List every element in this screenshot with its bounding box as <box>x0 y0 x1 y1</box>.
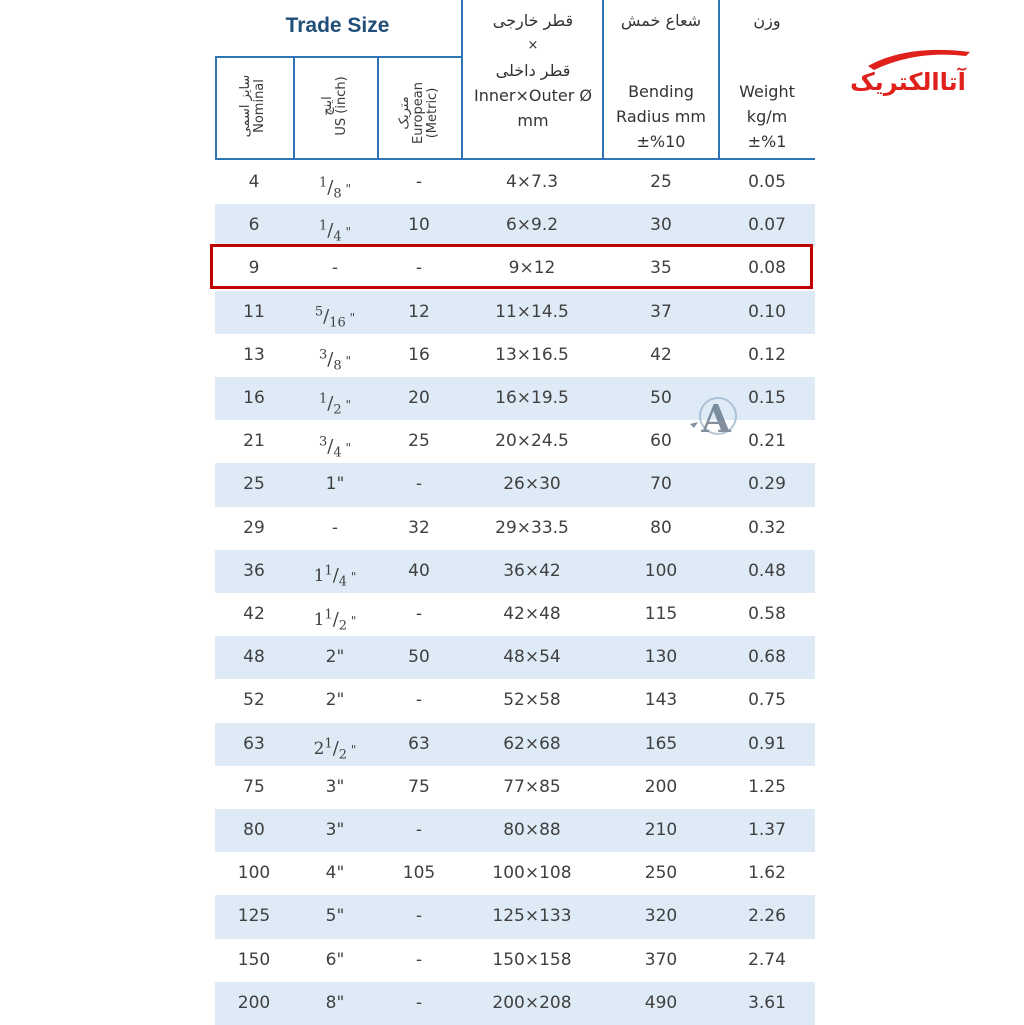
cell-metric: 12 <box>408 301 430 322</box>
cell-weight: 0.91 <box>748 733 786 754</box>
inch-fraction: $^1/_4$ " <box>319 218 351 245</box>
cell-weight: 2.74 <box>748 949 786 970</box>
weight-header-tolerance: ±%1 <box>747 132 787 151</box>
cell-metric: - <box>415 690 423 711</box>
cell-metric: - <box>415 604 423 624</box>
cell-nominal: 21 <box>243 431 265 452</box>
cell-weight: 2.26 <box>748 906 786 927</box>
weight-header-unit: kg/m <box>746 107 788 126</box>
cell-nominal: 6 <box>248 215 260 236</box>
cell-dims: 36×42 <box>503 560 561 581</box>
inch-denominator: 2 <box>338 618 348 634</box>
cell-bend: 100 <box>644 560 678 581</box>
cell-bend: 115 <box>644 604 678 624</box>
inch-fraction: $1^1/_2$ " <box>313 607 357 634</box>
nominal-header-fa: سایز اسمی <box>238 74 253 138</box>
european-header-fa: متریک <box>397 96 412 130</box>
cell-bend: 60 <box>650 431 672 452</box>
bending-header-tolerance: ±%10 <box>636 132 686 151</box>
inch-denominator: 16 <box>329 315 346 331</box>
inch-fraction: $1^1/_4$ " <box>313 563 357 590</box>
inch-numerator: 3 <box>319 434 328 450</box>
cell-nominal: 125 <box>237 906 271 927</box>
cell-weight: 0.29 <box>748 474 786 495</box>
cell-dims: 77×85 <box>503 776 561 797</box>
cell-bend: 490 <box>644 992 678 1013</box>
cell-us <box>293 550 377 593</box>
cell-dims: 16×19.5 <box>495 388 569 408</box>
col-divider-3 <box>377 56 379 160</box>
cell-nominal: 9 <box>248 258 260 279</box>
cell-dims: 20×24.5 <box>495 431 569 452</box>
bending-header-unit: Radius mm <box>616 107 706 126</box>
cell-dims: 150×158 <box>492 949 572 970</box>
cell-bend: 250 <box>644 863 678 884</box>
inch-numerator: 1 <box>319 175 328 190</box>
cell-us: 5" <box>325 906 345 927</box>
cell-bend: 50 <box>650 388 672 408</box>
cell-metric: 32 <box>408 517 430 538</box>
cell-metric: 63 <box>408 733 430 754</box>
weight-header-fa: وزن <box>753 11 781 30</box>
cell-bend: 80 <box>650 517 672 538</box>
inch-numerator: 1 <box>319 218 328 234</box>
diameter-header-unit: mm <box>517 111 549 130</box>
cell-weight: 0.58 <box>748 604 786 624</box>
inch-numerator: 1 <box>324 563 333 579</box>
cell-us <box>293 377 377 420</box>
cell-us: 2" <box>325 647 345 668</box>
cell-metric: 75 <box>408 776 430 797</box>
cell-dims: 4×7.3 <box>505 172 559 192</box>
inch-numerator: 5 <box>314 304 324 320</box>
cell-us <box>293 291 377 334</box>
cell-us <box>293 593 377 636</box>
cell-dims: 42×48 <box>503 604 561 624</box>
diameter-header <box>463 8 603 133</box>
cell-metric: 20 <box>408 388 430 408</box>
inch-denominator: 2 <box>338 747 348 763</box>
inch-whole: 1 <box>313 609 325 630</box>
logo-swoosh <box>868 50 970 70</box>
cell-metric: - <box>415 906 423 927</box>
cell-weight: 1.62 <box>748 863 786 884</box>
cell-us <box>293 723 377 766</box>
diameter-header-en: Inner×Outer Ø <box>474 86 592 105</box>
cell-dims: 6×9.2 <box>505 215 559 236</box>
cell-weight: 0.21 <box>748 431 786 452</box>
cell-metric: - <box>415 992 423 1013</box>
diameter-header-fa-outer: قطر خارجی <box>492 11 574 30</box>
cell-us: - <box>331 517 339 538</box>
cell-dims: 125×133 <box>492 906 572 927</box>
inch-numerator: 1 <box>324 607 333 622</box>
nominal-header-en: Nominal <box>252 79 267 133</box>
col-divider-4 <box>461 0 463 160</box>
bending-header-en: Bending <box>628 82 694 101</box>
cell-dims: 48×54 <box>503 647 561 668</box>
cell-nominal: 52 <box>243 690 265 711</box>
inch-fraction: $2^1/_2$ " <box>313 736 357 763</box>
diameter-header-times: × <box>527 38 539 53</box>
cell-bend: 210 <box>644 820 678 840</box>
weight-header <box>719 8 815 154</box>
inch-denominator: 4 <box>333 229 342 245</box>
row-highlight-box <box>210 244 813 289</box>
cell-nominal: 200 <box>237 992 271 1013</box>
cell-dims: 100×108 <box>492 863 572 884</box>
cell-weight: 1.25 <box>748 776 786 797</box>
cell-us: 3" <box>325 776 345 797</box>
cell-weight: 0.05 <box>748 172 786 192</box>
cell-weight: 0.15 <box>748 388 786 408</box>
cell-dims: 9×12 <box>508 258 556 279</box>
cell-bend: 165 <box>644 733 678 754</box>
inch-denominator: 4 <box>338 574 348 590</box>
cell-weight: 0.10 <box>748 301 786 322</box>
european-header-en: European <box>411 82 426 144</box>
trade-size-underline <box>215 56 462 58</box>
cell-us: 1" <box>325 474 345 495</box>
inch-denominator: 8 <box>333 358 342 374</box>
cell-metric: 16 <box>408 344 430 365</box>
cell-weight: 0.12 <box>748 344 786 365</box>
cell-nominal: 4 <box>248 172 260 192</box>
cell-bend: 25 <box>650 172 672 192</box>
cell-nominal: 150 <box>237 949 271 970</box>
cell-nominal: 13 <box>243 344 265 365</box>
cell-dims: 11×14.5 <box>495 301 569 322</box>
cell-dims: 13×16.5 <box>495 344 569 365</box>
cell-weight: 1.37 <box>748 820 786 840</box>
cell-nominal: 80 <box>243 820 265 840</box>
cell-bend: 37 <box>650 301 672 322</box>
cell-metric: 25 <box>408 431 430 452</box>
cell-nominal: 11 <box>243 301 265 322</box>
cell-metric: 10 <box>408 215 430 236</box>
cell-us <box>293 204 377 247</box>
inch-fraction: $^1/_2$ " <box>319 391 351 418</box>
cell-weight: 0.75 <box>748 690 786 711</box>
cell-us: - <box>331 258 339 279</box>
cell-nominal: 25 <box>243 474 265 495</box>
cell-us: 2" <box>325 690 345 711</box>
cell-us <box>293 334 377 377</box>
inch-whole: 2 <box>313 739 325 760</box>
cell-bend: 370 <box>644 949 678 970</box>
inch-denominator: 4 <box>333 445 342 461</box>
col-divider-1 <box>215 56 217 160</box>
cell-us: 6" <box>325 949 345 970</box>
nominal-header <box>239 59 269 153</box>
atta-electric-logo <box>838 44 978 100</box>
cell-nominal: 16 <box>243 388 265 408</box>
cell-weight: 3.61 <box>748 992 786 1013</box>
cell-us: 8" <box>325 992 345 1013</box>
cell-weight: 0.07 <box>748 215 786 236</box>
inch-fraction: $^5/_{16}$ " <box>314 304 356 331</box>
cell-weight: 0.68 <box>748 647 786 668</box>
col-divider-5 <box>602 0 604 160</box>
col-divider-2 <box>293 56 295 160</box>
trade-size-heading: Trade Size <box>285 14 390 37</box>
european-header <box>398 66 442 160</box>
cell-bend: 130 <box>644 647 678 668</box>
cell-nominal: 48 <box>243 647 265 668</box>
inch-fraction: $^1/_8$ " <box>319 175 351 202</box>
inch-numerator: 3 <box>319 347 328 363</box>
inch-fraction: $^3/_4$ " <box>319 434 351 461</box>
cell-metric: 105 <box>402 863 436 884</box>
cell-bend: 320 <box>644 906 678 927</box>
cell-bend: 35 <box>650 258 672 279</box>
cell-dims: 29×33.5 <box>495 517 569 538</box>
cell-nominal: 36 <box>243 560 265 581</box>
cell-metric: - <box>415 258 423 279</box>
inch-numerator: 1 <box>324 736 333 752</box>
cell-dims: 200×208 <box>492 992 572 1013</box>
weight-header-en: Weight <box>739 82 795 101</box>
diameter-header-fa-inner: قطر داخلی <box>495 61 571 80</box>
inch-numerator: 1 <box>319 391 328 406</box>
us-header-en: US (inch) <box>334 76 349 136</box>
logo-text: آتاالکتریک <box>850 68 966 96</box>
cell-bend: 42 <box>650 344 672 365</box>
watermark-letter: A <box>701 396 731 441</box>
cell-dims: 26×30 <box>503 474 561 495</box>
inch-whole: 1 <box>313 566 325 587</box>
bending-header <box>603 8 719 154</box>
cell-weight: 0.32 <box>748 517 786 538</box>
cell-us <box>293 161 377 204</box>
cell-nominal: 75 <box>243 776 265 797</box>
cell-bend: 200 <box>644 776 678 797</box>
cell-nominal: 42 <box>243 604 265 624</box>
inch-denominator: 8 <box>333 186 342 202</box>
cell-us: 3" <box>325 820 345 840</box>
cell-metric: - <box>415 172 423 192</box>
watermark-logo-icon <box>688 388 744 448</box>
us-header <box>321 59 351 153</box>
cell-metric: 50 <box>408 647 430 668</box>
col-divider-6 <box>718 0 720 160</box>
inch-denominator: 2 <box>333 402 342 418</box>
cell-us <box>293 420 377 463</box>
cell-weight: 0.48 <box>748 560 786 581</box>
cell-metric: - <box>415 949 423 970</box>
cell-nominal: 63 <box>243 733 265 754</box>
cell-bend: 70 <box>650 474 672 495</box>
bending-header-fa: شعاع خمش <box>620 11 702 30</box>
header-bottom-rule <box>215 158 815 160</box>
us-header-fa: اینچ <box>320 96 335 116</box>
cell-metric: - <box>415 820 423 840</box>
cell-nominal: 29 <box>243 517 265 538</box>
cell-bend: 143 <box>644 690 678 711</box>
cell-dims: 80×88 <box>503 820 561 840</box>
cell-metric: 40 <box>408 560 430 581</box>
cell-dims: 62×68 <box>503 733 561 754</box>
inch-fraction: $^3/_8$ " <box>319 347 351 374</box>
cell-bend: 30 <box>650 215 672 236</box>
cell-metric: - <box>415 474 423 495</box>
cell-dims: 52×58 <box>503 690 561 711</box>
cell-weight: 0.08 <box>748 258 786 279</box>
cell-nominal: 100 <box>237 863 271 884</box>
european-header-metric: (Metric) <box>425 87 440 139</box>
cell-us: 4" <box>325 863 345 884</box>
